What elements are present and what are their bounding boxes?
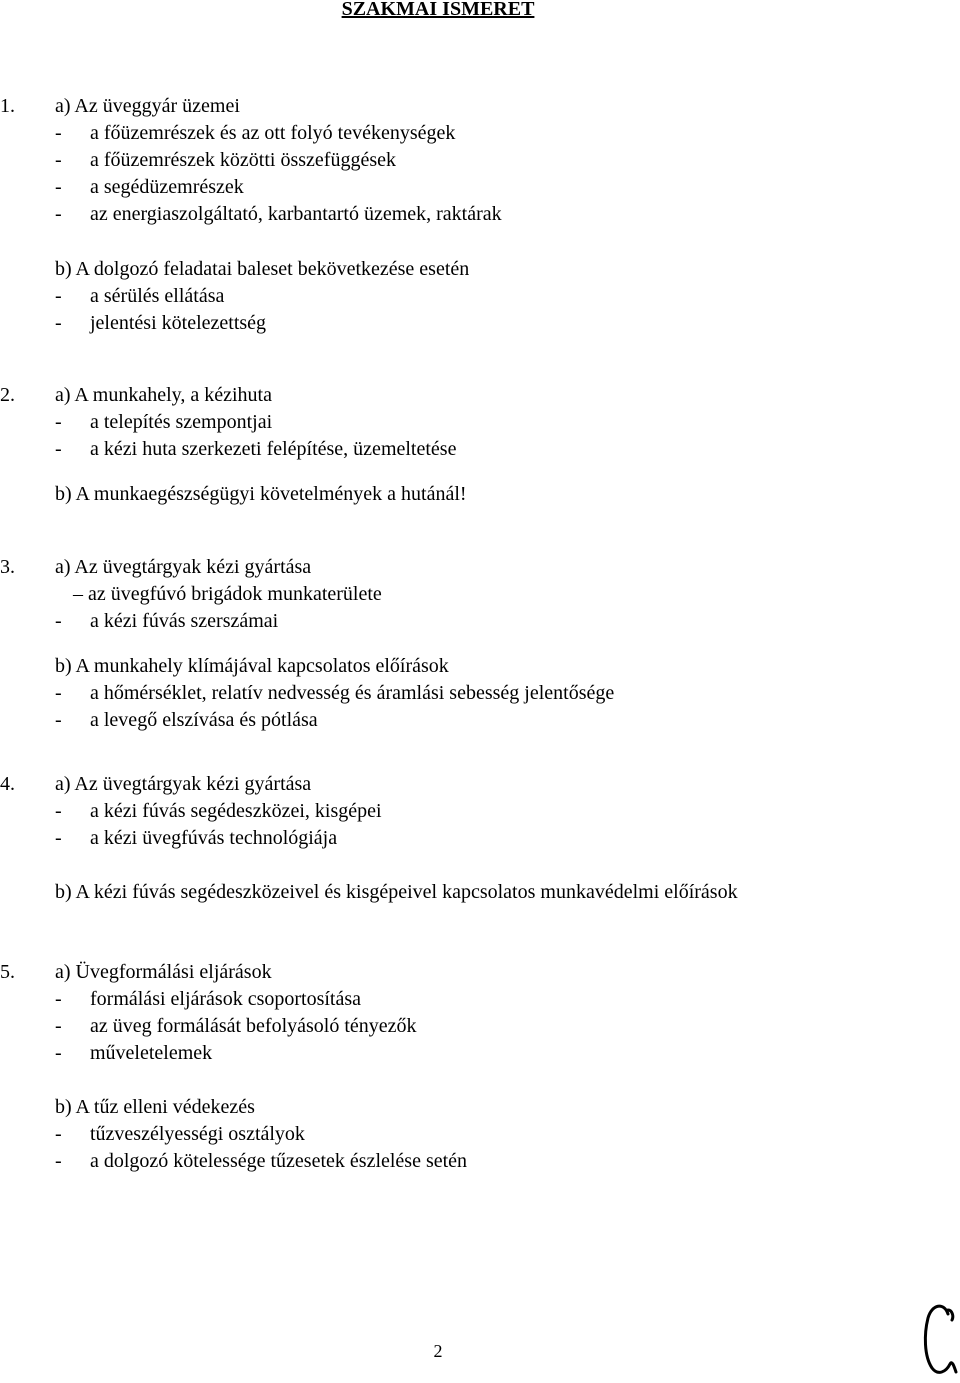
list-item-text: a levegő elszívása és pótlása <box>90 709 318 731</box>
list-item <box>55 147 396 174</box>
list-item-text: a kézi fúvás szerszámai <box>90 610 279 632</box>
list-item <box>55 310 266 337</box>
subsection-b-heading: b) A tűz elleni védekezés <box>55 1096 255 1118</box>
list-dash: - <box>55 1015 62 1037</box>
subsection-a-heading: a) Az üvegtárgyak kézi gyártása <box>55 773 312 795</box>
list-dash: - <box>55 827 62 849</box>
list-dash: - <box>55 312 62 334</box>
list-dash: - <box>55 1042 62 1064</box>
list-item <box>55 409 272 436</box>
subsection-a-heading: a) Az üvegtárgyak kézi gyártása <box>55 556 312 578</box>
list-item <box>55 798 382 825</box>
list-item <box>55 201 502 228</box>
subsection-b-heading: b) A dolgozó feladatai baleset bekövetkezése esetén <box>55 258 470 280</box>
list-item <box>55 707 318 734</box>
subsection-a-heading: a) Az üveggyár üzemei <box>55 95 240 117</box>
list-item-text: a kézi fúvás segédeszközei, kisgépei <box>90 800 382 822</box>
list-dash: - <box>55 610 62 632</box>
list-item-text: a kézi huta szerkezeti felépítése, üzemeltetése <box>90 438 457 460</box>
list-item-text: az üveg formálását befolyásoló tényezők <box>90 1015 417 1037</box>
list-item <box>55 825 337 852</box>
list-dash: - <box>55 411 62 433</box>
list-dash: - <box>55 709 62 731</box>
list-dash: - <box>55 1150 62 1172</box>
list-item <box>55 120 455 147</box>
list-dash: - <box>55 682 62 704</box>
page-title: SZAKMAI ISMERET <box>341 0 535 20</box>
list-dash: - <box>55 800 62 822</box>
list-item <box>55 608 278 635</box>
handwritten-signature <box>918 1300 960 1380</box>
subsection-b-heading: b) A munkahely klímájával kapcsolatos előírások <box>55 655 449 677</box>
list-item-text: jelentési kötelezettség <box>90 312 267 334</box>
list-dash: - <box>55 149 62 171</box>
list-item <box>55 1121 305 1148</box>
list-item <box>55 174 244 201</box>
list-item <box>55 1013 417 1040</box>
list-item-text: a hőmérséklet, relatív nedvesség és áramlási sebesség jelentősége <box>90 682 615 704</box>
section-number: 4. <box>0 773 15 795</box>
list-dash: - <box>55 203 62 225</box>
section-number: 3. <box>0 556 15 578</box>
list-item-text: a főüzemrészek közötti összefüggések <box>90 149 396 171</box>
subsection-b-heading: b) A kézi fúvás segédeszközeivel és kisgépeivel kapcsolatos munkavédelmi előírások <box>55 881 738 903</box>
list-item <box>55 680 614 707</box>
page-number: 2 <box>433 1341 443 1361</box>
list-item-text: a dolgozó kötelessége tűzesetek észlelése setén <box>90 1150 468 1172</box>
list-item-text: a főüzemrészek és az ott folyó tevékenységek <box>90 122 456 144</box>
list-item <box>55 1040 212 1067</box>
list-dash: - <box>55 176 62 198</box>
subsection-a-heading: a) A munkahely, a kézihuta <box>55 384 272 406</box>
list-item <box>55 986 361 1013</box>
list-item <box>55 1148 467 1175</box>
list-item-text: műveletelemek <box>90 1042 213 1064</box>
list-dash: - <box>55 438 62 460</box>
subsection-a-heading: a) Üvegformálási eljárások <box>55 961 272 983</box>
subsection-b-heading: b) A munkaegészségügyi követelmények a hutánál! <box>55 483 467 505</box>
list-item-text: a kézi üvegfúvás technológiája <box>90 827 338 849</box>
list-item-text: a segédüzemrészek <box>90 176 244 198</box>
section-number: 2. <box>0 384 15 406</box>
list-item-text: formálási eljárások csoportosítása <box>90 988 362 1010</box>
list-item <box>55 436 456 463</box>
section-number: 5. <box>0 961 15 983</box>
list-dash: - <box>55 988 62 1010</box>
list-item-text: tűzveszélyességi osztályok <box>90 1123 305 1145</box>
list-item: – az üvegfúvó brigádok munkaterülete <box>73 583 382 605</box>
section-number: 1. <box>0 95 15 117</box>
list-dash: - <box>55 1123 62 1145</box>
list-item-text: az energiaszolgáltató, karbantartó üzemek, raktárak <box>90 203 502 225</box>
list-dash: - <box>55 122 62 144</box>
list-item <box>55 283 224 310</box>
list-item-text: a telepítés szempontjai <box>90 411 273 433</box>
list-item-text: a sérülés ellátása <box>90 285 225 307</box>
list-dash: - <box>55 285 62 307</box>
